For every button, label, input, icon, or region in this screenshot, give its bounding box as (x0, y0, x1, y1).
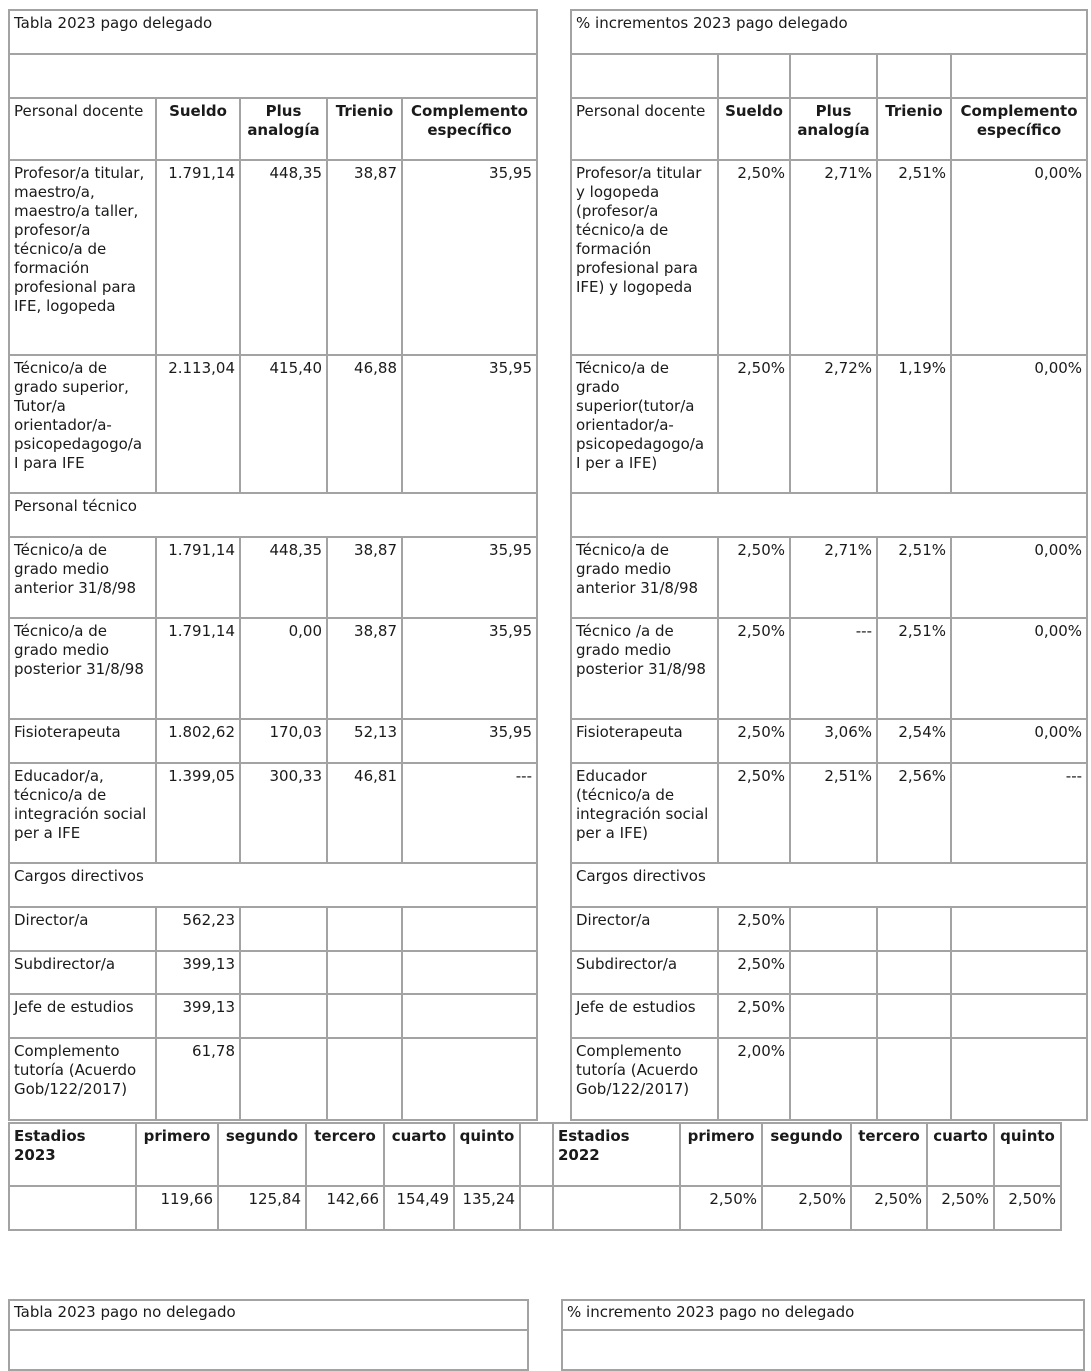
complemento-value: --- (402, 763, 537, 863)
row-label: Jefe de estudios (571, 994, 718, 1038)
empty-cell (877, 951, 951, 994)
header-sueldo: Sueldo (718, 98, 790, 160)
complemento-percent: 0,00% (951, 537, 1087, 618)
trienio-percent: 2,56% (877, 763, 951, 863)
complemento-percent: --- (951, 763, 1087, 863)
left-table-title: Tabla 2023 pago delegado (9, 10, 537, 54)
estadio-segundo-header: segundo (762, 1123, 851, 1186)
header-personal-docente: Personal docente (571, 98, 718, 160)
empty-cell (790, 907, 877, 951)
estadios-empty-label (553, 1186, 680, 1230)
row-label: Jefe de estudios (9, 994, 156, 1038)
sueldo-value: 562,23 (156, 907, 240, 951)
no-delegado-left-empty (9, 1330, 528, 1370)
empty-cell (877, 994, 951, 1038)
right-empty-cell (877, 54, 951, 98)
row-label: Director/a (571, 907, 718, 951)
column-gap (528, 1300, 562, 1370)
estadio-segundo-percent: 2,50% (762, 1186, 851, 1230)
sueldo-percent: 2,50% (718, 537, 790, 618)
empty-cell (951, 951, 1087, 994)
empty-cell (402, 1038, 537, 1120)
estadio-cuarto-value: 154,49 (384, 1186, 454, 1230)
empty-cell (327, 994, 402, 1038)
sueldo-value: 1.791,14 (156, 160, 240, 355)
row-label: Profesor/a titular, maestro/a, maestro/a taller, profesor/a técnico/a de formación profesional para IFE, logopeda (9, 160, 156, 355)
sueldo-value: 1.791,14 (156, 618, 240, 719)
right-empty-cell (718, 54, 790, 98)
empty-cell (240, 994, 327, 1038)
complemento-value: 35,95 (402, 719, 537, 763)
header-personal-docente: Personal docente (9, 98, 156, 160)
complemento-value: 35,95 (402, 537, 537, 618)
complemento-value: 35,95 (402, 618, 537, 719)
complemento-percent: 0,00% (951, 355, 1087, 493)
header-trienio: Trienio (327, 98, 402, 160)
sueldo-percent: 2,50% (718, 355, 790, 493)
trienio-percent: 1,19% (877, 355, 951, 493)
plus-analogia-value: 300,33 (240, 763, 327, 863)
row-label: Técnico /a de grado medio posterior 31/8/98 (571, 618, 718, 719)
empty-cell (790, 1038, 877, 1120)
empty-cell (951, 907, 1087, 951)
trienio-percent: 2,54% (877, 719, 951, 763)
empty-cell (402, 994, 537, 1038)
sueldo-percent: 2,50% (718, 763, 790, 863)
estadio-primero-percent: 2,50% (680, 1186, 762, 1230)
table-row (9, 1186, 1061, 1230)
empty-cell (327, 1038, 402, 1120)
estadio-primero-value: 119,66 (136, 1186, 218, 1230)
estadios-2022-header: Estadios 2022 (553, 1123, 680, 1186)
sueldo-percent: 2,50% (718, 160, 790, 355)
empty-cell (790, 951, 877, 994)
empty-cell (790, 994, 877, 1038)
empty-cell (327, 951, 402, 994)
estadio-tercero-header: tercero (306, 1123, 384, 1186)
estadio-quinto-value: 135,24 (454, 1186, 520, 1230)
plus-analogia-value: 415,40 (240, 355, 327, 493)
plus-analogia-percent: 2,71% (790, 160, 877, 355)
plus-analogia-value: 170,03 (240, 719, 327, 763)
estadios-gap-cell (520, 1123, 553, 1186)
no-delegado-left-title: Tabla 2023 pago no delegado (9, 1300, 528, 1330)
trienio-percent: 2,51% (877, 160, 951, 355)
complemento-value: 35,95 (402, 160, 537, 355)
complemento-value: 35,95 (402, 355, 537, 493)
estadio-primero-header: primero (136, 1123, 218, 1186)
sueldo-value: 61,78 (156, 1038, 240, 1120)
sueldo-value: 1.802,62 (156, 719, 240, 763)
trienio-value: 38,87 (327, 537, 402, 618)
trienio-value: 38,87 (327, 160, 402, 355)
empty-cell (402, 907, 537, 951)
sueldo-value: 1.399,05 (156, 763, 240, 863)
plus-analogia-percent: --- (790, 618, 877, 719)
sueldo-percent: 2,00% (718, 1038, 790, 1120)
empty-cell (951, 994, 1087, 1038)
complemento-percent: 0,00% (951, 719, 1087, 763)
estadios-table (8, 1122, 1062, 1231)
plus-analogia-value: 0,00 (240, 618, 327, 719)
row-label: Técnico/a de grado superior(tutor/a orientador/a-psicopedagogo/a I per a IFE) (571, 355, 718, 493)
plus-analogia-value: 448,35 (240, 537, 327, 618)
estadio-tercero-value: 142,66 (306, 1186, 384, 1230)
row-label: Subdirector/a (9, 951, 156, 994)
trienio-percent: 2,51% (877, 618, 951, 719)
column-gap (537, 10, 571, 1120)
section-personal-tecnico-right (571, 493, 1087, 537)
row-label: Técnico/a de grado medio anterior 31/8/98 (571, 537, 718, 618)
right-empty-cell (571, 54, 718, 98)
row-label: Educador (técnico/a de integración social per a IFE) (571, 763, 718, 863)
sueldo-percent: 2,50% (718, 907, 790, 951)
empty-cell (951, 1038, 1087, 1120)
header-sueldo: Sueldo (156, 98, 240, 160)
empty-cell (402, 951, 537, 994)
main-salary-table (8, 9, 1088, 1121)
header-complemento-especifico: Complemento específico (402, 98, 537, 160)
row-label: Técnico/a de grado medio posterior 31/8/98 (9, 618, 156, 719)
sueldo-value: 399,13 (156, 994, 240, 1038)
plus-analogia-percent: 3,06% (790, 719, 877, 763)
trienio-value: 38,87 (327, 618, 402, 719)
header-trienio: Trienio (877, 98, 951, 160)
estadio-cuarto-header: cuarto (927, 1123, 994, 1186)
left-empty-row (9, 54, 537, 98)
empty-cell (240, 1038, 327, 1120)
estadio-quinto-header: quinto (454, 1123, 520, 1186)
plus-analogia-percent: 2,71% (790, 537, 877, 618)
row-label: Educador/a, técnico/a de integración social per a IFE (9, 763, 156, 863)
complemento-percent: 0,00% (951, 618, 1087, 719)
sueldo-value: 399,13 (156, 951, 240, 994)
row-label: Subdirector/a (571, 951, 718, 994)
estadio-cuarto-percent: 2,50% (927, 1186, 994, 1230)
empty-cell (327, 907, 402, 951)
empty-cell (240, 951, 327, 994)
estadio-segundo-header: segundo (218, 1123, 306, 1186)
header-complemento-especifico: Complemento específico (951, 98, 1087, 160)
no-delegado-right-empty (562, 1330, 1084, 1370)
estadio-quinto-header: quinto (994, 1123, 1061, 1186)
sueldo-percent: 2,50% (718, 951, 790, 994)
trienio-percent: 2,51% (877, 537, 951, 618)
estadio-tercero-header: tercero (851, 1123, 927, 1186)
estadio-tercero-percent: 2,50% (851, 1186, 927, 1230)
sueldo-value: 2.113,04 (156, 355, 240, 493)
row-label: Fisioterapeuta (571, 719, 718, 763)
no-delegado-right-title: % incremento 2023 pago no delegado (562, 1300, 1084, 1330)
plus-analogia-percent: 2,51% (790, 763, 877, 863)
estadio-primero-header: primero (680, 1123, 762, 1186)
empty-cell (877, 1038, 951, 1120)
estadios-empty-label (9, 1186, 136, 1230)
right-empty-cell (790, 54, 877, 98)
no-delegado-table (8, 1299, 1085, 1371)
trienio-value: 52,13 (327, 719, 402, 763)
plus-analogia-percent: 2,72% (790, 355, 877, 493)
right-table-title: % incrementos 2023 pago delegado (571, 10, 1087, 54)
sueldo-value: 1.791,14 (156, 537, 240, 618)
estadio-quinto-percent: 2,50% (994, 1186, 1061, 1230)
row-label: Complemento tutoría (Acuerdo Gob/122/2017) (571, 1038, 718, 1120)
estadio-cuarto-header: cuarto (384, 1123, 454, 1186)
empty-cell (240, 907, 327, 951)
plus-analogia-value: 448,35 (240, 160, 327, 355)
header-plus-analogia: Plus analogía (790, 98, 877, 160)
section-cargos-directivos: Cargos directivos (9, 863, 537, 907)
section-cargos-directivos-right: Cargos directivos (571, 863, 1087, 907)
right-empty-cell (951, 54, 1087, 98)
row-label: Técnico/a de grado superior, Tutor/a orientador/a-psicopedagogo/a I para IFE (9, 355, 156, 493)
row-label: Técnico/a de grado medio anterior 31/8/98 (9, 537, 156, 618)
row-label: Complemento tutoría (Acuerdo Gob/122/2017) (9, 1038, 156, 1120)
sueldo-percent: 2,50% (718, 719, 790, 763)
estadio-segundo-value: 125,84 (218, 1186, 306, 1230)
complemento-percent: 0,00% (951, 160, 1087, 355)
section-personal-tecnico: Personal técnico (9, 493, 537, 537)
trienio-value: 46,81 (327, 763, 402, 863)
row-label: Profesor/a titular y logopeda (profesor/a técnico/a de formación profesional para IFE) y logopeda (571, 160, 718, 355)
estadios-gap-cell (520, 1186, 553, 1230)
header-plus-analogia: Plus analogía (240, 98, 327, 160)
empty-cell (877, 907, 951, 951)
estadios-2023-header: Estadios 2023 (9, 1123, 136, 1186)
row-label: Fisioterapeuta (9, 719, 156, 763)
trienio-value: 46,88 (327, 355, 402, 493)
row-label: Director/a (9, 907, 156, 951)
sueldo-percent: 2,50% (718, 618, 790, 719)
sueldo-percent: 2,50% (718, 994, 790, 1038)
